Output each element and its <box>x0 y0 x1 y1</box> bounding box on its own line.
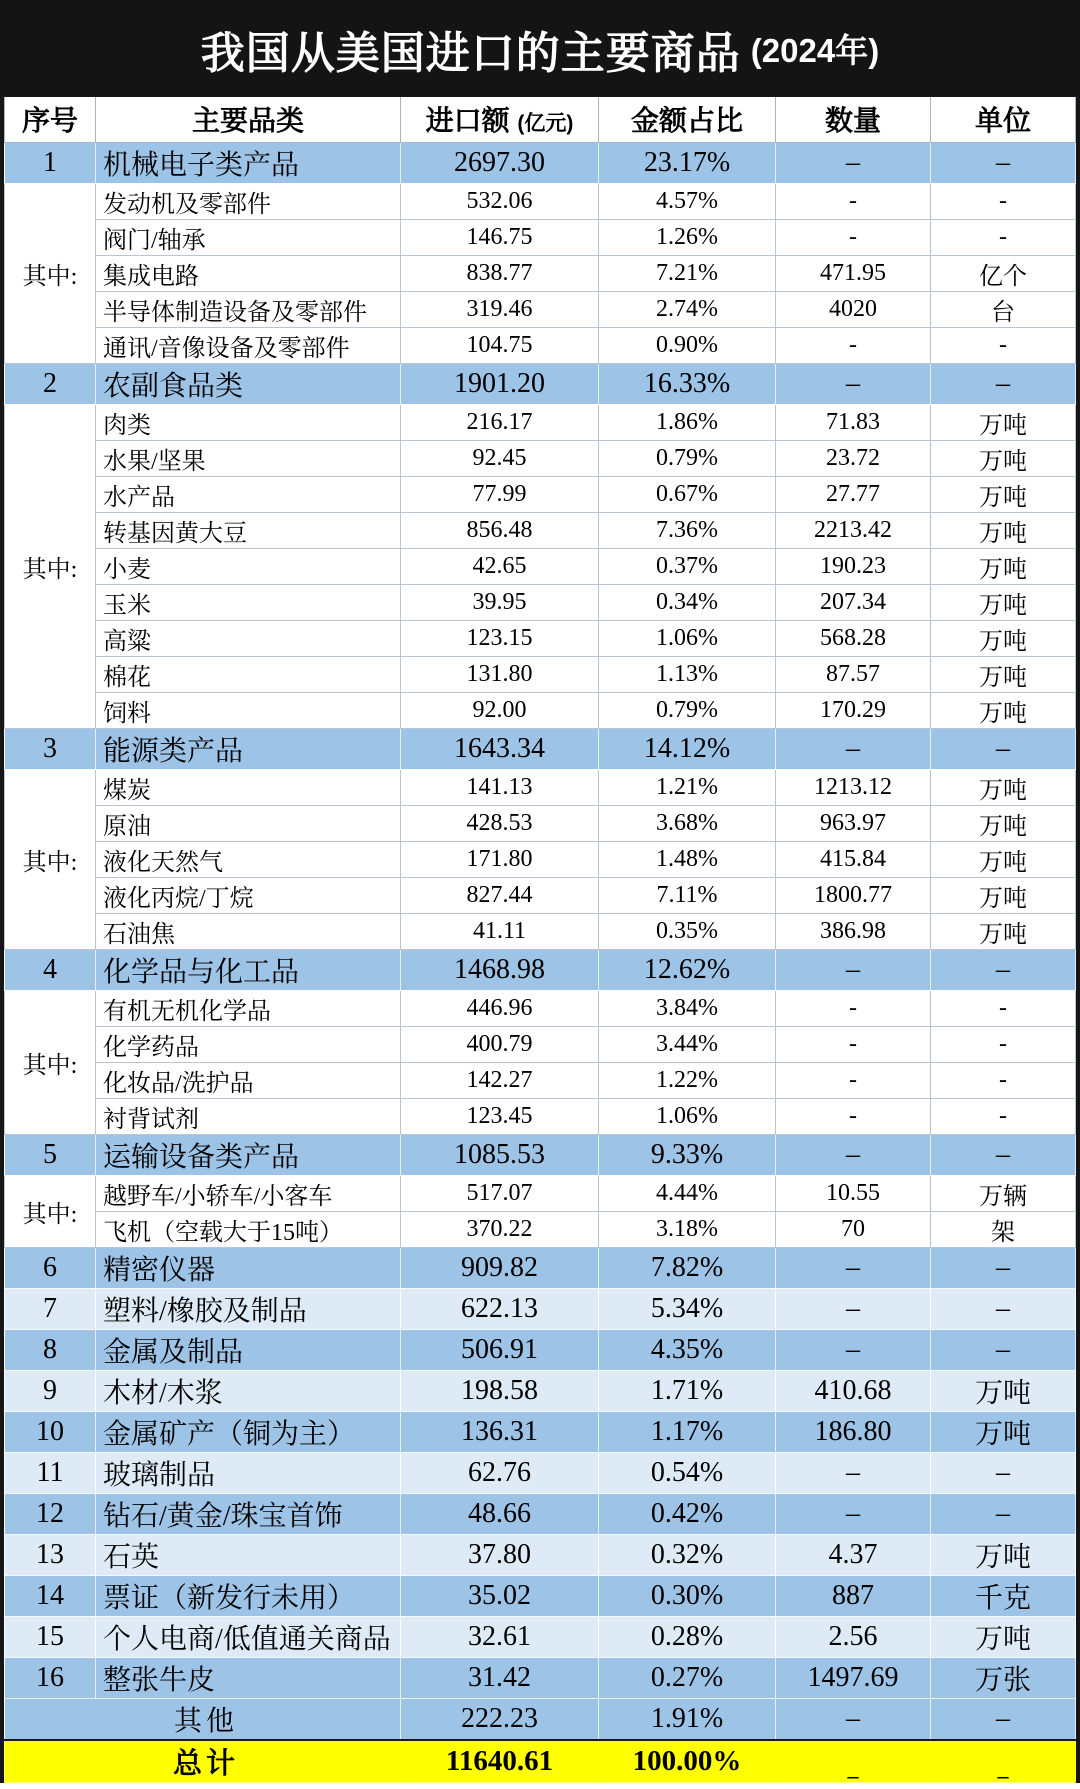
cell-qty: - <box>776 183 931 219</box>
table-row <box>5 291 1076 327</box>
cell-qty: – <box>776 949 931 990</box>
cell-share: 16.33% <box>599 363 776 404</box>
table-row <box>5 440 1076 476</box>
cell-category: 发动机及零部件 <box>96 183 401 219</box>
cell-category: 石油焦 <box>96 913 401 949</box>
cell-share: 23.17% <box>599 142 776 183</box>
table-row <box>5 1493 1076 1534</box>
cell-category: 其他 <box>5 1698 401 1740</box>
cell-no: 1 <box>5 142 96 183</box>
cell-unit: 万吨 <box>931 769 1076 805</box>
table-row <box>5 1062 1076 1098</box>
cell-qty: 186.80 <box>776 1411 931 1452</box>
cell-qty: – <box>776 1452 931 1493</box>
cell-category: 金属及制品 <box>96 1329 401 1370</box>
cell-category: 精密仪器 <box>96 1247 401 1288</box>
cell-share: 0.42% <box>599 1493 776 1534</box>
table-row <box>5 1175 1076 1211</box>
table-row <box>5 1534 1076 1575</box>
cell-unit: – <box>931 142 1076 183</box>
cell-unit: – <box>931 363 1076 404</box>
table-row <box>5 841 1076 877</box>
cell-category: 棉花 <box>96 656 401 692</box>
cell-no: 3 <box>5 728 96 769</box>
cell-dash: – <box>847 1762 859 1788</box>
cell-category: 肉类 <box>96 404 401 440</box>
cell-qty: 887 <box>776 1575 931 1616</box>
cell-share: 1.91% <box>599 1698 776 1740</box>
header-amount <box>401 97 599 142</box>
import-table-wrap <box>0 97 1080 1788</box>
cell-category: 阀门/轴承 <box>96 219 401 255</box>
cell-no: 16 <box>5 1657 96 1698</box>
cell-unit: – <box>931 1247 1076 1288</box>
table-row <box>5 1740 1076 1783</box>
cell-amount: 39.95 <box>401 584 599 620</box>
table-row <box>5 949 1076 990</box>
cell-category: 化妆品/洗护品 <box>96 1062 401 1098</box>
table-row <box>5 548 1076 584</box>
cell-unit: 万吨 <box>931 692 1076 728</box>
cell-qty: 471.95 <box>776 255 931 291</box>
header-share: 金额占比 <box>599 97 776 142</box>
cell-share: 0.28% <box>599 1616 776 1657</box>
cell-share: 0.27% <box>599 1657 776 1698</box>
cell-unit: – <box>931 1329 1076 1370</box>
cell-unit: – <box>931 1698 1076 1740</box>
table-row <box>5 584 1076 620</box>
cell-share: 1.71% <box>599 1370 776 1411</box>
cell-category: 高粱 <box>96 620 401 656</box>
cell-category: 小麦 <box>96 548 401 584</box>
cell-share: 7.21% <box>599 255 776 291</box>
cell-no: 4 <box>5 949 96 990</box>
cell-unit: 万吨 <box>931 548 1076 584</box>
cell-amount: 428.53 <box>401 805 599 841</box>
cell-amount: 32.61 <box>401 1616 599 1657</box>
table-row <box>5 1098 1076 1134</box>
cell-qty: 2.56 <box>776 1616 931 1657</box>
cell-unit: - <box>931 1062 1076 1098</box>
cell-category: 半导体制造设备及零部件 <box>96 291 401 327</box>
cell-amount: 856.48 <box>401 512 599 548</box>
cell-share: 7.11% <box>599 877 776 913</box>
cell-qty: – <box>776 1493 931 1534</box>
cell-share: 0.90% <box>599 327 776 363</box>
cell-unit: 万吨 <box>931 584 1076 620</box>
cell-share: 0.34% <box>599 584 776 620</box>
cell-unit: – <box>931 949 1076 990</box>
table-row <box>5 1370 1076 1411</box>
cell-amount: 1468.98 <box>401 949 599 990</box>
cell-no: 9 <box>5 1370 96 1411</box>
cell-group-label: 其中: <box>5 404 96 728</box>
cell-unit: 万吨 <box>931 620 1076 656</box>
cell-category: 液化丙烷/丁烷 <box>96 877 401 913</box>
table-row <box>5 990 1076 1026</box>
cell-qty: 1213.12 <box>776 769 931 805</box>
cell-unit: 架 <box>931 1211 1076 1247</box>
table-row <box>5 1698 1076 1740</box>
table-row <box>5 142 1076 183</box>
cell-unit: 万吨 <box>931 1370 1076 1411</box>
cell-qty: 23.72 <box>776 440 931 476</box>
cell-qty: 27.77 <box>776 476 931 512</box>
table-row <box>5 1288 1076 1329</box>
cell-unit: 万吨 <box>931 805 1076 841</box>
table-row <box>5 404 1076 440</box>
cell-qty: - <box>776 1026 931 1062</box>
cell-share: 100.00% <box>599 1740 776 1783</box>
cell-unit: 万吨 <box>931 841 1076 877</box>
cell-share: 0.37% <box>599 548 776 584</box>
cell-unit: - <box>931 1026 1076 1062</box>
cell-no: 11 <box>5 1452 96 1493</box>
cell-qty: – <box>776 728 931 769</box>
cell-amount: 77.99 <box>401 476 599 512</box>
cell-qty: – <box>776 1134 931 1175</box>
cell-amount: 400.79 <box>401 1026 599 1062</box>
header-unit: 单位 <box>931 97 1076 142</box>
page-title-year: (2024年) <box>750 32 880 69</box>
header-category: 主要品类 <box>96 97 401 142</box>
header-qty: 数量 <box>776 97 931 142</box>
cell-share: 14.12% <box>599 728 776 769</box>
cell-share: 2.74% <box>599 291 776 327</box>
cell-amount: 827.44 <box>401 877 599 913</box>
cell-amount: 506.91 <box>401 1329 599 1370</box>
cell-category: 饲料 <box>96 692 401 728</box>
cell-amount: 42.65 <box>401 548 599 584</box>
cell-amount: 517.07 <box>401 1175 599 1211</box>
cell-share: 3.44% <box>599 1026 776 1062</box>
cell-unit: 万吨 <box>931 913 1076 949</box>
header-amount-label: 进口额 <box>425 105 510 137</box>
cell-amount: 141.13 <box>401 769 599 805</box>
cell-qty: – <box>776 1698 931 1740</box>
cell-category: 运输设备类产品 <box>96 1134 401 1175</box>
cell-share: 1.26% <box>599 219 776 255</box>
cell-dash: – <box>997 1762 1009 1788</box>
title-bar <box>0 0 1080 97</box>
cell-unit: – <box>931 728 1076 769</box>
cell-unit: 亿个 <box>931 255 1076 291</box>
cell-qty: - <box>776 219 931 255</box>
cell-group-label: 其中: <box>5 1175 96 1247</box>
cell-amount: 319.46 <box>401 291 599 327</box>
cell-share: 1.86% <box>599 404 776 440</box>
cell-unit: - <box>931 183 1076 219</box>
cell-share: 1.13% <box>599 656 776 692</box>
cell-amount: 2697.30 <box>401 142 599 183</box>
cell-amount: 838.77 <box>401 255 599 291</box>
cell-qty: - <box>776 1062 931 1098</box>
table-row <box>5 620 1076 656</box>
cell-qty: – <box>776 1288 931 1329</box>
cell-unit: 万吨 <box>931 656 1076 692</box>
cell-category: 个人电商/低值通关商品 <box>96 1616 401 1657</box>
cell-unit: 万吨 <box>931 1616 1076 1657</box>
cell-amount: 370.22 <box>401 1211 599 1247</box>
table-row <box>5 728 1076 769</box>
cell-unit: 万吨 <box>931 440 1076 476</box>
cell-share: 1.06% <box>599 1098 776 1134</box>
cell-category: 水产品 <box>96 476 401 512</box>
cell-qty: - <box>776 1098 931 1134</box>
table-row <box>5 476 1076 512</box>
cell-category: 总计 <box>5 1740 401 1783</box>
table-row <box>5 656 1076 692</box>
cell-amount: 31.42 <box>401 1657 599 1698</box>
cell-share: 0.67% <box>599 476 776 512</box>
cell-category: 票证（新发行未用） <box>96 1575 401 1616</box>
cell-share: 1.22% <box>599 1062 776 1098</box>
cell-no: 8 <box>5 1329 96 1370</box>
cell-share: 4.44% <box>599 1175 776 1211</box>
cell-unit: – <box>931 1134 1076 1175</box>
cell-unit: 万吨 <box>931 404 1076 440</box>
cell-unit: 万吨 <box>931 1534 1076 1575</box>
cell-category: 越野车/小轿车/小客车 <box>96 1175 401 1211</box>
cell-share: 3.18% <box>599 1211 776 1247</box>
cell-unit: - <box>931 219 1076 255</box>
cell-amount: 41.11 <box>401 913 599 949</box>
cell-unit: 台 <box>931 291 1076 327</box>
cell-unit: 万吨 <box>931 476 1076 512</box>
cell-unit: 万吨 <box>931 512 1076 548</box>
cell-amount: 142.27 <box>401 1062 599 1098</box>
cell-share: 0.30% <box>599 1575 776 1616</box>
cell-amount: 92.00 <box>401 692 599 728</box>
table-row <box>5 1211 1076 1247</box>
import-table <box>4 97 1076 1788</box>
cell-category: 木材/木浆 <box>96 1370 401 1411</box>
cell-no: 14 <box>5 1575 96 1616</box>
cell-no: 10 <box>5 1411 96 1452</box>
cell-share: 0.54% <box>599 1452 776 1493</box>
cell-qty: 71.83 <box>776 404 931 440</box>
cell-share: 4.57% <box>599 183 776 219</box>
cell-category: 塑料/橡胶及制品 <box>96 1288 401 1329</box>
cell-amount: 131.80 <box>401 656 599 692</box>
cell-category: 能源类产品 <box>96 728 401 769</box>
cell-share: 1.17% <box>599 1411 776 1452</box>
table-row <box>5 1134 1076 1175</box>
cell-qty: 87.57 <box>776 656 931 692</box>
cell-category: 整张牛皮 <box>96 1657 401 1698</box>
header-amount-unit: (亿元) <box>517 112 574 136</box>
table-row <box>5 1575 1076 1616</box>
cell-share: 9.33% <box>599 1134 776 1175</box>
cell-amount: 11640.61 <box>401 1740 599 1783</box>
cell-unit: 万吨 <box>931 1411 1076 1452</box>
cell-amount: 446.96 <box>401 990 599 1026</box>
table-row <box>5 255 1076 291</box>
cell-share: 7.36% <box>599 512 776 548</box>
cell-group-label: 其中: <box>5 769 96 949</box>
page-title: 我国从美国进口的主要商品 <box>200 28 741 78</box>
table-row <box>5 1411 1076 1452</box>
table-row <box>5 363 1076 404</box>
cell-qty: – <box>776 1329 931 1370</box>
cell-qty: 10.55 <box>776 1175 931 1211</box>
header-no: 序号 <box>5 97 96 142</box>
cell-qty: 415.84 <box>776 841 931 877</box>
cell-category: 集成电路 <box>96 255 401 291</box>
cell-amount: 62.76 <box>401 1452 599 1493</box>
table-row <box>5 692 1076 728</box>
cell-qty: 70 <box>776 1211 931 1247</box>
cell-amount: 35.02 <box>401 1575 599 1616</box>
cell-amount: 622.13 <box>401 1288 599 1329</box>
table-row <box>5 805 1076 841</box>
cell-unit: – <box>931 1288 1076 1329</box>
cell-amount: 92.45 <box>401 440 599 476</box>
cell-amount: 48.66 <box>401 1493 599 1534</box>
cell-category: 农副食品类 <box>96 363 401 404</box>
cell-qty: 386.98 <box>776 913 931 949</box>
cell-qty: 2213.42 <box>776 512 931 548</box>
table-row <box>5 512 1076 548</box>
cell-category: 煤炭 <box>96 769 401 805</box>
cell-unit: - <box>931 327 1076 363</box>
table-row <box>5 1247 1076 1288</box>
cell-amount: 1901.20 <box>401 363 599 404</box>
cell-group-label: 其中: <box>5 990 96 1134</box>
cell-qty: – <box>776 142 931 183</box>
cell-share: 3.84% <box>599 990 776 1026</box>
cell-amount: 123.45 <box>401 1098 599 1134</box>
table-row <box>5 1657 1076 1698</box>
table-row <box>5 913 1076 949</box>
cell-amount: 909.82 <box>401 1247 599 1288</box>
cell-qty: 568.28 <box>776 620 931 656</box>
table-row <box>5 219 1076 255</box>
cell-amount: 532.06 <box>401 183 599 219</box>
cell-qty: 1800.77 <box>776 877 931 913</box>
header-row <box>5 97 1076 142</box>
cell-category: 原油 <box>96 805 401 841</box>
cell-category: 化学药品 <box>96 1026 401 1062</box>
cell-category: 衬背试剂 <box>96 1098 401 1134</box>
cell-qty: 190.23 <box>776 548 931 584</box>
table-body <box>5 142 1076 1788</box>
cell-amount: 123.15 <box>401 620 599 656</box>
cell-qty: 4020 <box>776 291 931 327</box>
cell-share: 0.35% <box>599 913 776 949</box>
cell-share: 1.48% <box>599 841 776 877</box>
cell-unit: - <box>931 990 1076 1026</box>
cell-qty: 410.68 <box>776 1370 931 1411</box>
table-row <box>5 877 1076 913</box>
cell-amount: 37.80 <box>401 1534 599 1575</box>
cell-amount: 1085.53 <box>401 1134 599 1175</box>
cell-amount: 198.58 <box>401 1370 599 1411</box>
cell-category: 石英 <box>96 1534 401 1575</box>
table-row <box>5 1616 1076 1657</box>
cell-no: 7 <box>5 1288 96 1329</box>
cell-qty: – <box>776 1247 931 1288</box>
table-row <box>5 1026 1076 1062</box>
cell-amount: 216.17 <box>401 404 599 440</box>
cell-no: 13 <box>5 1534 96 1575</box>
table-row <box>5 327 1076 363</box>
cell-unit: 万辆 <box>931 1175 1076 1211</box>
cell-category: 有机无机化学品 <box>96 990 401 1026</box>
cell-category: 机械电子类产品 <box>96 142 401 183</box>
cell-share: 7.82% <box>599 1247 776 1288</box>
table-row <box>5 183 1076 219</box>
cell-unit: 千克 <box>931 1575 1076 1616</box>
cell-category: 通讯/音像设备及零部件 <box>96 327 401 363</box>
cell-share: 4.35% <box>599 1329 776 1370</box>
cell-category: 飞机（空载大于15吨） <box>96 1211 401 1247</box>
cell-share: 1.21% <box>599 769 776 805</box>
cell-qty: 4.37 <box>776 1534 931 1575</box>
cell-category: 转基因黄大豆 <box>96 512 401 548</box>
cell-amount: 1643.34 <box>401 728 599 769</box>
table-row <box>5 769 1076 805</box>
cell-share: 3.68% <box>599 805 776 841</box>
cell-share: 0.79% <box>599 440 776 476</box>
cell-share: 0.32% <box>599 1534 776 1575</box>
cell-qty: – <box>776 363 931 404</box>
cell-amount: 222.23 <box>401 1698 599 1740</box>
cell-qty: 170.29 <box>776 692 931 728</box>
cell-category: 化学品与化工品 <box>96 949 401 990</box>
cell-share: 1.06% <box>599 620 776 656</box>
cell-no: 6 <box>5 1247 96 1288</box>
cell-unit: – <box>931 1452 1076 1493</box>
cell-qty: 207.34 <box>776 584 931 620</box>
table-row <box>5 1452 1076 1493</box>
cell-qty: - <box>776 990 931 1026</box>
cell-qty: - <box>776 327 931 363</box>
cell-qty <box>776 1740 931 1788</box>
cell-qty: 963.97 <box>776 805 931 841</box>
cell-category: 玉米 <box>96 584 401 620</box>
cell-no: 15 <box>5 1616 96 1657</box>
cell-share: 0.79% <box>599 692 776 728</box>
cell-category: 液化天然气 <box>96 841 401 877</box>
cell-amount: 136.31 <box>401 1411 599 1452</box>
cell-no: 2 <box>5 363 96 404</box>
cell-amount: 146.75 <box>401 219 599 255</box>
cell-no: 5 <box>5 1134 96 1175</box>
cell-share: 12.62% <box>599 949 776 990</box>
cell-share: 5.34% <box>599 1288 776 1329</box>
cell-amount: 104.75 <box>401 327 599 363</box>
cell-unit: 万吨 <box>931 877 1076 913</box>
cell-amount: 171.80 <box>401 841 599 877</box>
cell-unit: – <box>931 1493 1076 1534</box>
cell-category: 金属矿产（铜为主） <box>96 1411 401 1452</box>
cell-category: 钻石/黄金/珠宝首饰 <box>96 1493 401 1534</box>
cell-category: 水果/坚果 <box>96 440 401 476</box>
cell-group-label: 其中: <box>5 183 96 363</box>
cell-unit: - <box>931 1098 1076 1134</box>
cell-category: 玻璃制品 <box>96 1452 401 1493</box>
cell-unit: 万张 <box>931 1657 1076 1698</box>
cell-unit <box>931 1740 1076 1788</box>
cell-no: 12 <box>5 1493 96 1534</box>
cell-qty: 1497.69 <box>776 1657 931 1698</box>
table-row <box>5 1329 1076 1370</box>
